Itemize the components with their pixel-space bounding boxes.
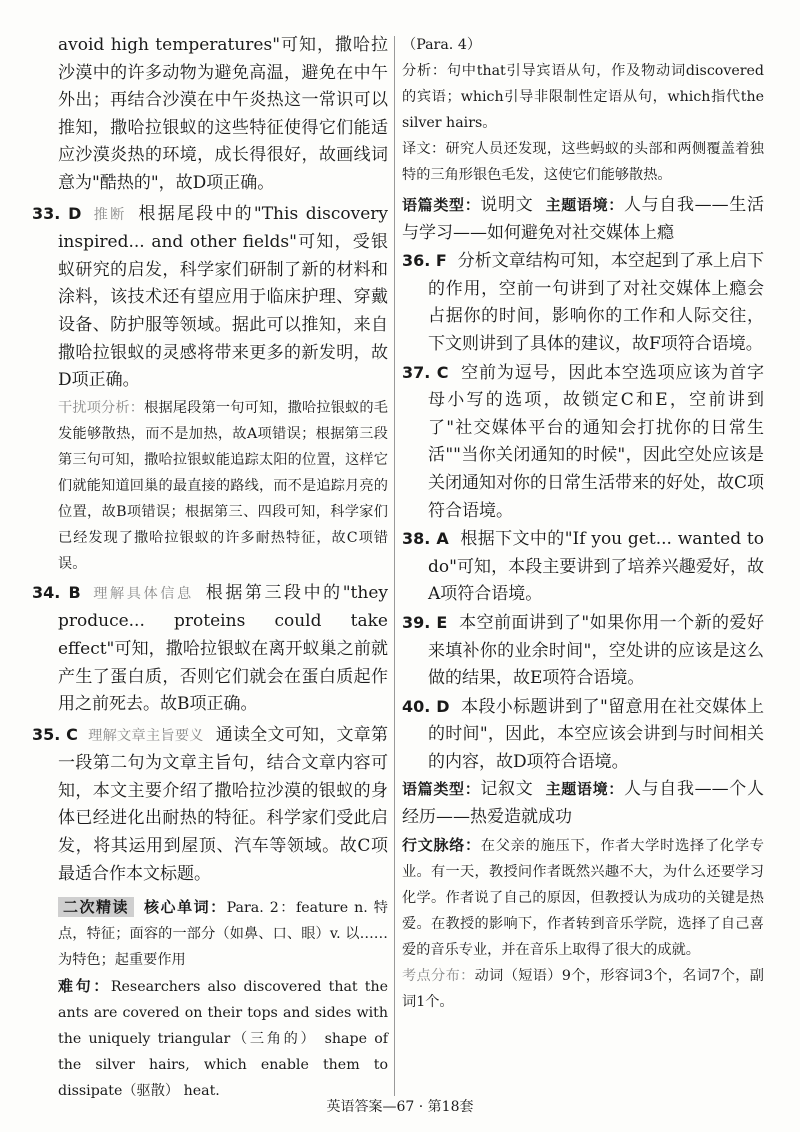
answer-number: 34. B bbox=[32, 582, 81, 602]
answer-36 bbox=[402, 247, 764, 358]
question-type-tag: 理解文章主旨要义 bbox=[87, 727, 204, 744]
hard-sentence-text: Researchers also discovered that the ants are covered on their tops and sides with the uniquely triangular（三角的） shape of the silver hairs, which enable them to dissipate（驱散） heat. bbox=[58, 979, 388, 1100]
second-reading-label: 二次精读 bbox=[58, 897, 134, 917]
answer-38 bbox=[402, 525, 764, 609]
left-column bbox=[32, 32, 389, 1104]
right-column bbox=[402, 32, 764, 1015]
context-label: 行文脉络： bbox=[402, 835, 481, 854]
answer-number: 36. F bbox=[402, 251, 447, 271]
answer-number: 38. A bbox=[402, 529, 449, 549]
answer-number: 37. C bbox=[402, 362, 449, 382]
hard-sentence bbox=[58, 973, 388, 1104]
answer-text: 本空前面讲到了"如果你用一个新的爱好来填补你的业余时间"，空处讲的应该是这么做的结果，故E项符合语境。 bbox=[428, 612, 765, 689]
theme-value: 人与自我——个人经历——热爱造就成功 bbox=[402, 779, 764, 828]
genre-value: 说明文 bbox=[480, 195, 534, 215]
point-distribution bbox=[402, 963, 764, 1015]
answer-33 bbox=[32, 200, 388, 395]
distractor-analysis bbox=[58, 395, 388, 577]
answer-text: 根据下文中的"If you get... wanted to do"可知，本段主要讲到了培养兴趣爱好，故A项符合语境。 bbox=[428, 529, 764, 605]
answer-number: 33. D bbox=[32, 203, 82, 223]
q32-continuation: avoid high temperatures"可知，撒哈拉沙漠中的许多动物为避免高温，避免在中午外出；再结合沙漠在中午炎热这一常识可以推知，撒哈拉银蚁的这些特征使得它们能适应沙漠炎热的环境，成长得很好，故画线词意为"酷热的"，故D项正确。 bbox=[58, 35, 388, 193]
answer-39 bbox=[402, 609, 764, 693]
theme-label: 主题语境： bbox=[545, 780, 624, 799]
analysis-text: 句中that引导宾语从句，作及物动词discovered的宾语；which引导非限制性定语从句，which指代the silver hairs。 bbox=[402, 63, 764, 131]
passage-context bbox=[402, 832, 764, 963]
answer-number: 40. D bbox=[402, 696, 450, 716]
translation-label: 译文： bbox=[402, 141, 446, 157]
second-reading bbox=[58, 894, 388, 973]
answer-37 bbox=[402, 359, 764, 526]
answer-text: 根据尾段中的"This discovery inspired... and other fields"可知，受银蚁研究的启发，科学家们研制了新的材料和涂料，该技术还有望应用于临床护理、穿戴设备、防护服等领域。据此可以推知，来自撒哈拉银蚁的灵感将带来更多的新发明，故D项正确。 bbox=[58, 203, 388, 391]
column-divider bbox=[394, 36, 395, 1096]
page-footer: 英语答案—67 · 第18套 bbox=[326, 1099, 474, 1115]
answer-35 bbox=[32, 721, 389, 889]
translation-text: 研究人员还发现，这些蚂蚁的头部和两侧覆盖着独特的三角形银色毛发，这使它们能够散热。 bbox=[402, 141, 764, 183]
distribution-label: 考点分布： bbox=[402, 967, 475, 984]
answer-number: 39. E bbox=[402, 612, 448, 632]
question-type-tag: 理解具体信息 bbox=[90, 585, 194, 602]
answer-number: 35. C bbox=[32, 724, 78, 744]
answer-text: 通读全文可知，文章第一段第二句为文章主旨句，结合文章内容可知，本文主要介绍了撒哈拉沙漠的银蚁的身体已经进化出耐热的特征。科学家们受此启发，将其运用到屋顶、汽车等领域。故C项最适合作本文标题。 bbox=[58, 724, 389, 884]
para-reference: （Para. 4） bbox=[402, 37, 482, 53]
hard-sentence-label: 难句： bbox=[58, 977, 111, 996]
core-vocab-label: 核心单词： bbox=[144, 898, 227, 917]
answer-text: 本段小标题讲到了"留意用在社交媒体上的时间"，因此，本空应该会讲到与时间相关的内容，故D项符合语境。 bbox=[428, 696, 764, 772]
answer-text: 分析文章结构可知，本空起到了承上启下的作用，空前一句讲到了对社交媒体上瘾会占据你的时间，影响你的工作和人际交往，下文则讲到了具体的建议，故F项符合语境。 bbox=[428, 251, 765, 354]
answer-text: 根据第三段中的"they produce... proteins could take effect"可知，撒哈拉银蚁在离开蚁巢之前就产生了蛋白质，否则它们就会在蛋白质起作用之前死去。故B项正确。 bbox=[58, 582, 389, 715]
distribution-text: 动词（短语）9个，形容词3个，名词7个，副词1个。 bbox=[402, 967, 764, 1010]
note-text: 根据尾段第一句可知，撒哈拉银蚁的毛发能够散热，而不是加热，故A项错误；根据第三段第三句可知，撒哈拉银蚁能追踪太阳的位置，这样它们就能知道回巢的最直接的路线，而不是追踪月亮的位置，故B项错误；根据第三、四段可知，科学家们已经发现了撒哈拉银蚁的许多耐热特征，故C项错误。 bbox=[58, 399, 388, 572]
core-vocab-text: Para. 2：feature n. 特点，特征；面容的一部分（如鼻、口、眼）v. 以……为特色；起重要作用 bbox=[58, 900, 388, 969]
context-text: 在父亲的施压下，作者大学时选择了化学专业。有一天，教授问作者既然兴趣不大，为什么还要学习化学。作者说了自己的原因，但教授认为成功的关键是热爱。在教授的影响下，作者转到音乐学院，选择了自己喜爱的音乐专业，并在音乐上取得了很大的成就。 bbox=[402, 837, 764, 958]
analysis-label: 分析： bbox=[402, 63, 447, 79]
sentence-translation bbox=[402, 136, 764, 188]
theme-value: 人与自我——生活与学习——如何避免对社交媒体上瘾 bbox=[402, 195, 764, 243]
passage-info-1 bbox=[402, 192, 764, 247]
answer-text: 空前为逗号，因此本空选项应该为首字母小写的选项，故锁定C和E，空前讲到了"社交媒体平台的通知会打扰你的日常生活""当你关闭通知的时候"，因此空处应该是关闭通知对你的日常生活带来的好处，故C项符合语境。 bbox=[428, 362, 765, 521]
theme-label: 主题语境： bbox=[545, 196, 624, 214]
answer-40 bbox=[402, 693, 764, 777]
sentence-analysis bbox=[402, 58, 764, 136]
passage-info-2 bbox=[402, 776, 764, 831]
answer-34 bbox=[32, 579, 389, 719]
note-label: 干扰项分析： bbox=[58, 399, 145, 416]
genre-value: 记叙文 bbox=[480, 779, 534, 800]
genre-label: 语篇类型： bbox=[402, 196, 481, 214]
question-type-tag: 推断 bbox=[91, 206, 127, 223]
genre-label: 语篇类型： bbox=[402, 780, 481, 799]
